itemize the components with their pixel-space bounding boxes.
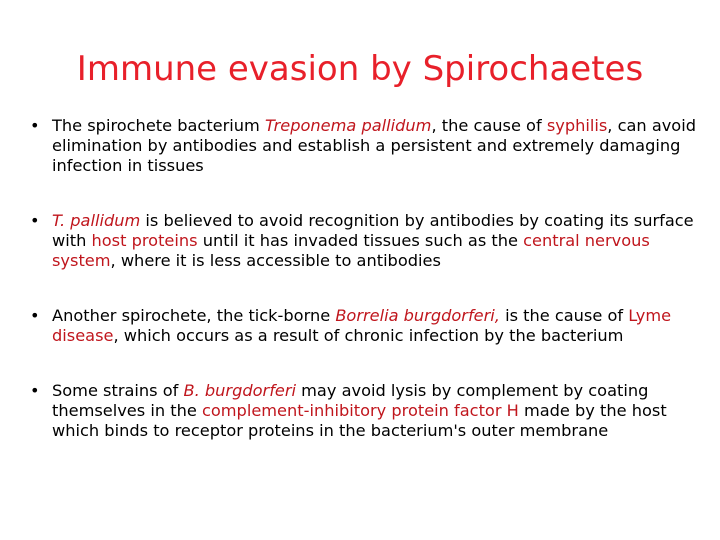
bullet-text: may avoid lysis by complement by coating themselves in the [52, 381, 649, 420]
bullet-point-icon: • [30, 381, 40, 400]
bullet-point-icon: • [30, 306, 40, 325]
species-name: Treponema pallidum [264, 116, 432, 135]
bullet-text: Another spirochete, the tick-borne [52, 306, 336, 325]
highlighted-term: syphilis [546, 116, 608, 135]
species-name: B. burgdorferi [183, 381, 297, 400]
bullet-text: , the cause of [431, 116, 547, 135]
bullet-text: is the cause of [499, 306, 629, 325]
bullet-text: Some strains of [52, 381, 184, 400]
bullet-item [30, 381, 710, 441]
bullet-text: made by the host which binds to receptor proteins in the bacterium's outer membrane [52, 401, 667, 440]
highlighted-term: central nervous system [52, 231, 650, 270]
bullet-text: is believed to avoid recognition by antibodies by coating its surface with [52, 211, 694, 250]
slide-title: Immune evasion by Spirochaetes [76, 49, 644, 89]
bullet-item [30, 116, 710, 176]
bullet-item [30, 306, 710, 346]
bullet-text: until it has invaded tissues such as the [197, 231, 524, 250]
bullet-point-icon: • [30, 116, 40, 135]
bullet-point-icon: • [30, 211, 40, 230]
species-name: Borrelia burgdorferi, [335, 306, 500, 325]
highlighted-term: host proteins [91, 231, 198, 250]
bullet-text: The spirochete bacterium [52, 116, 265, 135]
bullet-text: , which occurs as a result of chronic infection by the bacterium [113, 326, 624, 345]
bullet-list [30, 116, 710, 441]
bullet-text: , where it is less accessible to antibodies [110, 251, 441, 270]
bullet-text: , can avoid elimination by antibodies and establish a persistent and extremely damaging infection in tissues [52, 116, 696, 175]
bullet-item [30, 211, 710, 271]
highlighted-term: complement-inhibitory protein factor H [201, 401, 519, 420]
highlighted-term: Lyme disease [52, 306, 672, 345]
species-name: T. pallidum [52, 211, 141, 230]
